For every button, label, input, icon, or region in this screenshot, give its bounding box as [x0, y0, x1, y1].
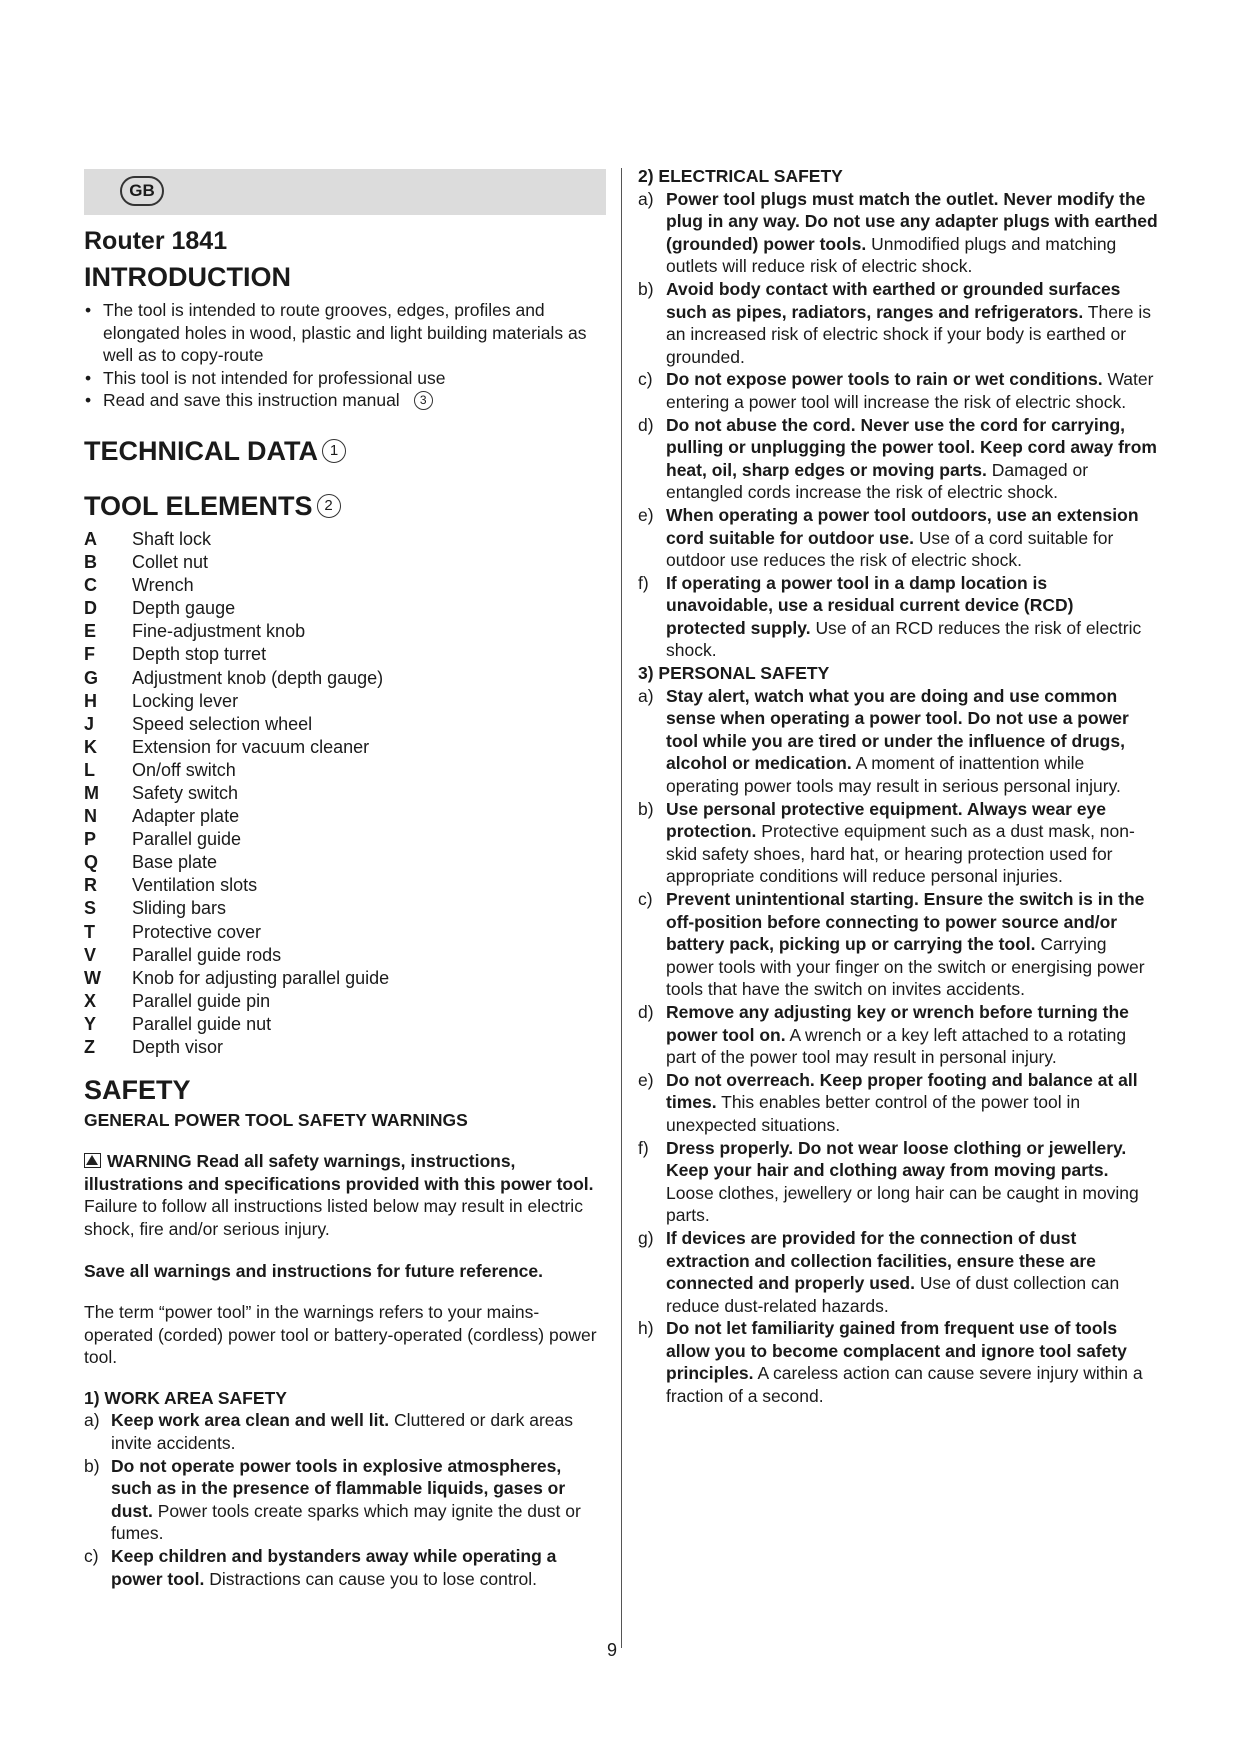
- tool-element-label: Parallel guide: [132, 829, 242, 850]
- safety-item-explanation: Protective equipment such as a dust mask, non-skid safety shoes, hard hat, or hearing protection used for appropriate conditions will reduce personal injuries.: [666, 821, 1135, 887]
- safety-item: [638, 1001, 1158, 1069]
- safety-item-explanation: This enables better control of the power tool in unexpected situations.: [666, 1092, 1081, 1135]
- safety-item-letter: b): [638, 798, 654, 819]
- safety-item-explanation: Use of a cord suitable for outdoor use reduces the risk of electric shock.: [666, 527, 1114, 571]
- electrical-list: [638, 188, 1158, 662]
- safety-item-explanation: There is an increased risk of electric shock if your body is earthed or grounded.: [666, 301, 1151, 367]
- tool-element-row: [84, 897, 606, 920]
- tool-element-label: Depth gauge: [132, 598, 236, 619]
- tool-element-row: [84, 851, 606, 874]
- tool-element-row: [84, 990, 606, 1013]
- tool-element-letter: M: [84, 783, 99, 803]
- tool-elements-list: [84, 528, 606, 1059]
- tool-element-letter: K: [84, 736, 97, 757]
- tool-element-row: [84, 643, 606, 666]
- safety-item-explanation: Unmodified plugs and matching outlets will reduce risk of electric shock.: [666, 233, 1117, 277]
- safety-item-letter: d): [638, 1001, 654, 1022]
- tool-element-letter: L: [84, 759, 95, 780]
- tool-element-row: [84, 528, 606, 551]
- tool-element-letter: S: [84, 898, 97, 919]
- list-item: • This tool is not intended for professional use: [84, 367, 606, 390]
- safety-item-letter: c): [638, 369, 653, 390]
- tool-element-row: [84, 967, 606, 990]
- safety-item-explanation: Use of dust collection can reduce dust-related hazards.: [666, 1273, 1120, 1316]
- tool-element-label: Depth visor: [132, 1037, 224, 1058]
- tool-element-label: Sliding bars: [132, 898, 227, 919]
- tool-element-row: [84, 1013, 606, 1036]
- tool-element-letter: A: [84, 528, 97, 549]
- warning-paragraph: WARNING Read all safety warnings, instructions, illustrations and specifications provided with this power tool. Failure to follow all instructions listed below may result in electric shock, fire and/or serious injury.: [84, 1151, 594, 1239]
- safety-item-rule: Do not abuse the cord. Never use the cord for carrying, pulling or unplugging the power tool. Keep cord away from heat, oil, sharp edges or moving parts.: [666, 414, 1157, 480]
- tool-element-letter: B: [84, 552, 97, 573]
- safety-subheading: GENERAL POWER TOOL SAFETY WARNINGS: [84, 1110, 468, 1131]
- safety-item-letter: f): [638, 1137, 649, 1158]
- safety-item: [638, 572, 1158, 662]
- tool-element-row: [84, 551, 606, 574]
- tool-element-letter: C: [84, 575, 97, 596]
- safety-item: [638, 1137, 1158, 1227]
- work-area-list: [84, 1409, 606, 1590]
- safety-item-explanation: Damaged or entangled cords increase the risk of electric shock.: [666, 459, 1089, 503]
- tool-element-row: [84, 921, 606, 944]
- figure-ref-circle: 2: [317, 494, 341, 518]
- tool-element-row: [84, 574, 606, 597]
- safety-item-rule: Prevent unintentional starting. Ensure the switch is in the off-position before connecting to power source and/or battery pack, picking up or carrying the tool.: [666, 889, 1145, 955]
- tool-element-letter: D: [84, 598, 97, 619]
- personal-list: [638, 685, 1158, 1408]
- work-area-heading: 1) WORK AREA SAFETY: [84, 1387, 287, 1408]
- safety-item-letter: b): [638, 278, 654, 299]
- safety-item-letter: e): [638, 504, 654, 525]
- term-note: The term “power tool” in the warnings refers to your mains-operated (corded) power tool or battery-operated (cordless) power tool.: [84, 1302, 597, 1368]
- safety-item-explanation: A careless action can cause severe injury within a fraction of a second.: [666, 1363, 1143, 1407]
- tool-element-row: [84, 667, 606, 690]
- tool-element-label: Parallel guide rods: [132, 944, 282, 965]
- safety-item: [638, 504, 1158, 572]
- safety-item-rule: Do not operate power tools in explosive atmospheres, such as in the presence of flammable liquids, gases or dust.: [111, 1455, 566, 1521]
- tool-element-label: Parallel guide pin: [132, 990, 271, 1011]
- safety-item-rule: Keep work area clean and well lit.: [111, 1410, 390, 1431]
- safety-item: [638, 188, 1158, 278]
- safety-item: [638, 1069, 1158, 1137]
- tool-element-letter: P: [84, 829, 97, 850]
- safety-item-letter: e): [638, 1069, 654, 1090]
- right-column: [638, 165, 1158, 1408]
- safety-item-explanation: A wrench or a key left attached to a rotating part of the power tool may result in personal injury.: [666, 1024, 1127, 1068]
- tool-element-letter: Y: [84, 1013, 97, 1034]
- tool-element-label: Adjustment knob (depth gauge): [132, 667, 384, 688]
- tool-element-letter: Q: [84, 852, 99, 873]
- list-item: • Read and save this instruction manual 3: [84, 389, 606, 412]
- product-title: Router 1841: [84, 227, 228, 255]
- safety-item-letter: c): [638, 889, 653, 909]
- tool-element-letter: E: [84, 621, 97, 642]
- safety-item-explanation: Power tools create sparks which may ignite the dust or fumes.: [111, 1500, 581, 1544]
- safety-item: [638, 798, 1158, 888]
- tool-element-label: Speed selection wheel: [132, 713, 313, 734]
- figure-ref-circle: 1: [322, 439, 346, 463]
- introduction-list: [84, 299, 606, 412]
- safety-item-letter: c): [84, 1546, 99, 1567]
- safety-item: [84, 1545, 606, 1590]
- safety-item-rule: Do not expose power tools to rain or wet conditions.: [666, 369, 1103, 390]
- tool-element-label: Depth stop turret: [132, 644, 267, 665]
- tool-element-row: [84, 736, 606, 759]
- safety-item: [84, 1455, 606, 1545]
- safety-item-explanation: Distractions can cause you to lose control.: [209, 1568, 538, 1589]
- tool-element-label: Locking lever: [132, 690, 239, 711]
- tool-element-row: [84, 805, 606, 828]
- language-badge: GB: [120, 176, 164, 206]
- tool-element-row: [84, 690, 606, 713]
- tool-element-label: Protective cover: [132, 921, 262, 942]
- tool-element-letter: F: [84, 644, 95, 665]
- tool-element-label: Safety switch: [132, 783, 239, 803]
- tool-element-label: Ventilation slots: [132, 875, 258, 896]
- safety-item-rule: Dress properly. Do not wear loose clothing or jewellery. Keep your hair and clothing away from moving parts.: [666, 1137, 1127, 1181]
- tool-element-letter: W: [84, 967, 101, 988]
- safety-item: [84, 1409, 606, 1454]
- safety-item-letter: b): [84, 1455, 100, 1476]
- tool-elements-heading: TOOL ELEMENTS 2: [84, 491, 606, 522]
- safety-item-letter: f): [638, 572, 649, 593]
- tool-element-letter: H: [84, 690, 97, 711]
- safety-item-rule: If devices are provided for the connection of dust extraction and collection facilities, ensure these are connected and properly used.: [666, 1227, 1096, 1294]
- tool-element-label: Knob for adjusting parallel guide: [132, 967, 390, 988]
- language-header-bar: [84, 169, 606, 215]
- tool-element-row: [84, 620, 606, 643]
- safety-item-rule: Use personal protective equipment. Always wear eye protection.: [666, 798, 1106, 842]
- safety-item: [638, 278, 1158, 368]
- tool-element-label: Fine-adjustment knob: [132, 621, 306, 642]
- column-divider: [621, 168, 622, 1648]
- tool-element-letter: J: [84, 713, 95, 734]
- warning-triangle-icon: [84, 1153, 101, 1168]
- safety-item-letter: d): [638, 414, 654, 435]
- safety-item-rule: If operating a power tool in a damp location is unavoidable, use a residual current device (RCD) protected supply.: [666, 572, 1074, 638]
- safety-item-rule: Stay alert, watch what you are doing and use common sense when operating a power tool. Do not use a power tool while you are tired or under the influence of drugs, alcohol or medication.: [666, 685, 1129, 774]
- safety-item-letter: a): [638, 685, 654, 706]
- tool-element-row: [84, 782, 606, 805]
- tool-element-row: [84, 1036, 606, 1059]
- safety-item-explanation: A moment of inattention while operating power tools may result in serious personal injury.: [666, 753, 1121, 797]
- figure-ref-circle: 3: [414, 391, 433, 410]
- electrical-heading: 2) ELECTRICAL SAFETY: [638, 166, 843, 186]
- tool-element-letter: G: [84, 667, 99, 688]
- tool-element-letter: X: [84, 990, 97, 1011]
- safety-item-rule: Power tool plugs must match the outlet. Never modify the plug in any way. Do not use any adapter plugs with earthed (grounded) power tools.: [666, 188, 1158, 254]
- safety-item: [638, 414, 1158, 504]
- tool-element-label: Adapter plate: [132, 806, 240, 827]
- tool-element-row: [84, 597, 606, 620]
- tool-element-letter: T: [84, 921, 95, 942]
- safety-item-letter: g): [638, 1227, 654, 1248]
- safety-item: [638, 1317, 1158, 1407]
- page-number: 9: [607, 1640, 618, 1660]
- safety-heading: SAFETY: [84, 1075, 191, 1106]
- safety-item-rule: Keep children and bystanders away while operating a power tool.: [111, 1546, 557, 1589]
- save-note: Save all warnings and instructions for future reference.: [84, 1260, 544, 1281]
- safety-item-explanation: Use of an RCD reduces the risk of electric shock.: [666, 617, 1142, 661]
- tool-element-row: [84, 713, 606, 736]
- safety-item-explanation: Cluttered or dark areas invite accidents.: [111, 1410, 574, 1454]
- tool-element-row: [84, 874, 606, 897]
- safety-item: [638, 685, 1158, 798]
- safety-item-rule: Avoid body contact with earthed or grounded surfaces such as pipes, radiators, ranges and refrigerators.: [666, 278, 1121, 322]
- tool-element-row: [84, 759, 606, 782]
- tool-element-label: On/off switch: [132, 759, 236, 780]
- tool-element-letter: N: [84, 806, 97, 827]
- safety-item-rule: Remove any adjusting key or wrench before turning the power tool on.: [666, 1001, 1129, 1045]
- tool-element-letter: R: [84, 875, 97, 896]
- safety-item-rule: Do not let familiarity gained from frequent use of tools allow you to become complacent and ignore tool safety principles.: [666, 1318, 1127, 1384]
- tool-element-row: [84, 944, 606, 967]
- tool-element-label: Parallel guide nut: [132, 1013, 272, 1034]
- safety-item-letter: a): [84, 1410, 100, 1431]
- safety-item-explanation: Loose clothes, jewellery or long hair can be caught in moving parts.: [666, 1182, 1139, 1226]
- introduction-heading: INTRODUCTION: [84, 262, 291, 292]
- safety-item-rule: When operating a power tool outdoors, use an extension cord suitable for outdoor use.: [666, 504, 1139, 548]
- left-column: [84, 165, 606, 1590]
- tool-element-label: Wrench: [132, 575, 194, 596]
- tool-element-label: Shaft lock: [132, 528, 212, 549]
- safety-item-letter: a): [638, 188, 654, 209]
- tool-element-label: Base plate: [132, 852, 218, 873]
- safety-item-rule: Do not overreach. Keep proper footing and balance at all times.: [666, 1069, 1138, 1113]
- safety-item: [638, 368, 1158, 413]
- tool-element-label: Collet nut: [132, 552, 209, 573]
- personal-heading: 3) PERSONAL SAFETY: [638, 663, 830, 684]
- safety-item-explanation: Carrying power tools with your finger on the switch or energising power tools that have the switch on invites accidents.: [666, 934, 1145, 1000]
- tool-element-letter: Z: [84, 1037, 95, 1058]
- tool-element-label: Extension for vacuum cleaner: [132, 736, 370, 757]
- safety-item: [638, 1227, 1158, 1317]
- list-item: • The tool is intended to route grooves, edges, profiles and elongated holes in wood, plastic and light building materials as well as to copy-route: [84, 299, 606, 367]
- safety-item-explanation: Water entering a power tool will increase the risk of electric shock.: [666, 369, 1154, 412]
- tool-element-row: [84, 828, 606, 851]
- tool-element-letter: V: [84, 944, 97, 965]
- technical-data-heading: TECHNICAL DATA 1: [84, 436, 606, 467]
- safety-item: [638, 888, 1158, 1001]
- safety-item-letter: h): [638, 1318, 654, 1339]
